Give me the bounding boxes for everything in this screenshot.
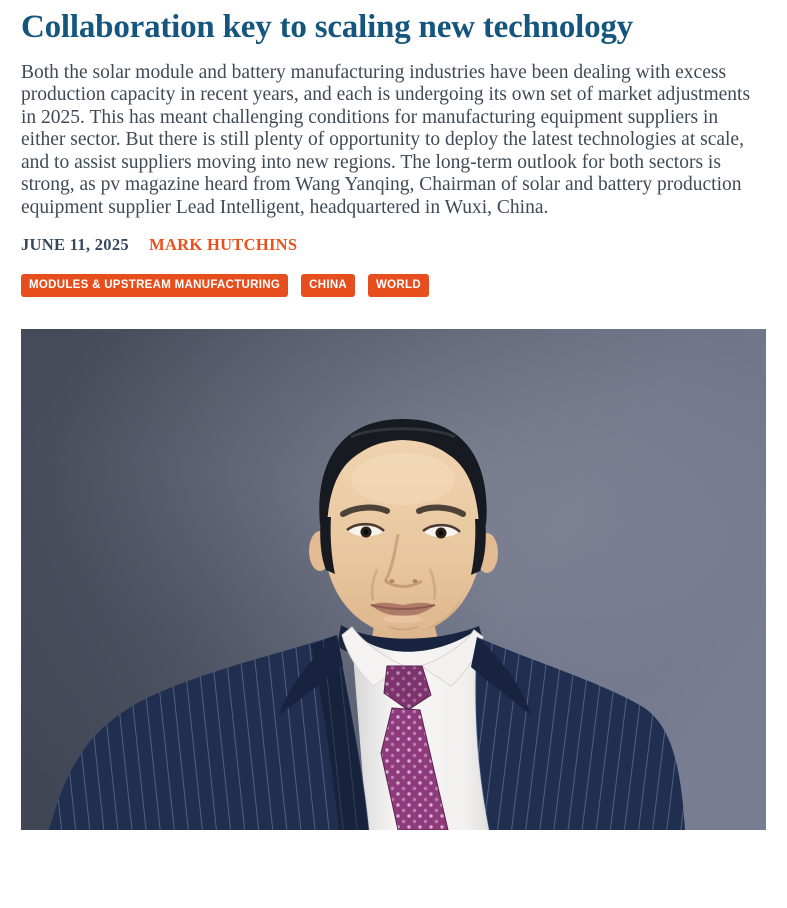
- article-author-link[interactable]: MARK HUTCHINS: [149, 235, 298, 255]
- article-lead-paragraph: Both the solar module and battery manufacturing industries have been dealing with excess production capacity in recent years, and each is undergoing its own set of market adjustments in 2025. This has meant challenging conditions for manufacturing equipment suppliers in either sector. But there is still plenty of opportunity to deploy the latest technologies at scale, and to assist suppliers moving into new regions. The long-term outlook for both sectors is strong, as pv magazine heard from Wang Yanqing, Chairman of solar and battery production equipment supplier Lead Intelligent, headquartered in Wuxi, China.: [21, 61, 751, 218]
- article-tags-row: [21, 274, 766, 297]
- article-page: [0, 8, 787, 830]
- article-date: JUNE 11, 2025: [21, 235, 129, 255]
- tag-china[interactable]: CHINA: [301, 274, 355, 297]
- tag-modules-upstream-manufacturing[interactable]: MODULES & UPSTREAM MANUFACTURING: [21, 274, 288, 297]
- portrait-photo-svg: [21, 329, 766, 830]
- article-meta-row: [21, 236, 766, 255]
- tag-world[interactable]: WORLD: [368, 274, 429, 297]
- article-featured-image: [21, 329, 766, 830]
- article-title: Collaboration key to scaling new technology: [21, 9, 633, 45]
